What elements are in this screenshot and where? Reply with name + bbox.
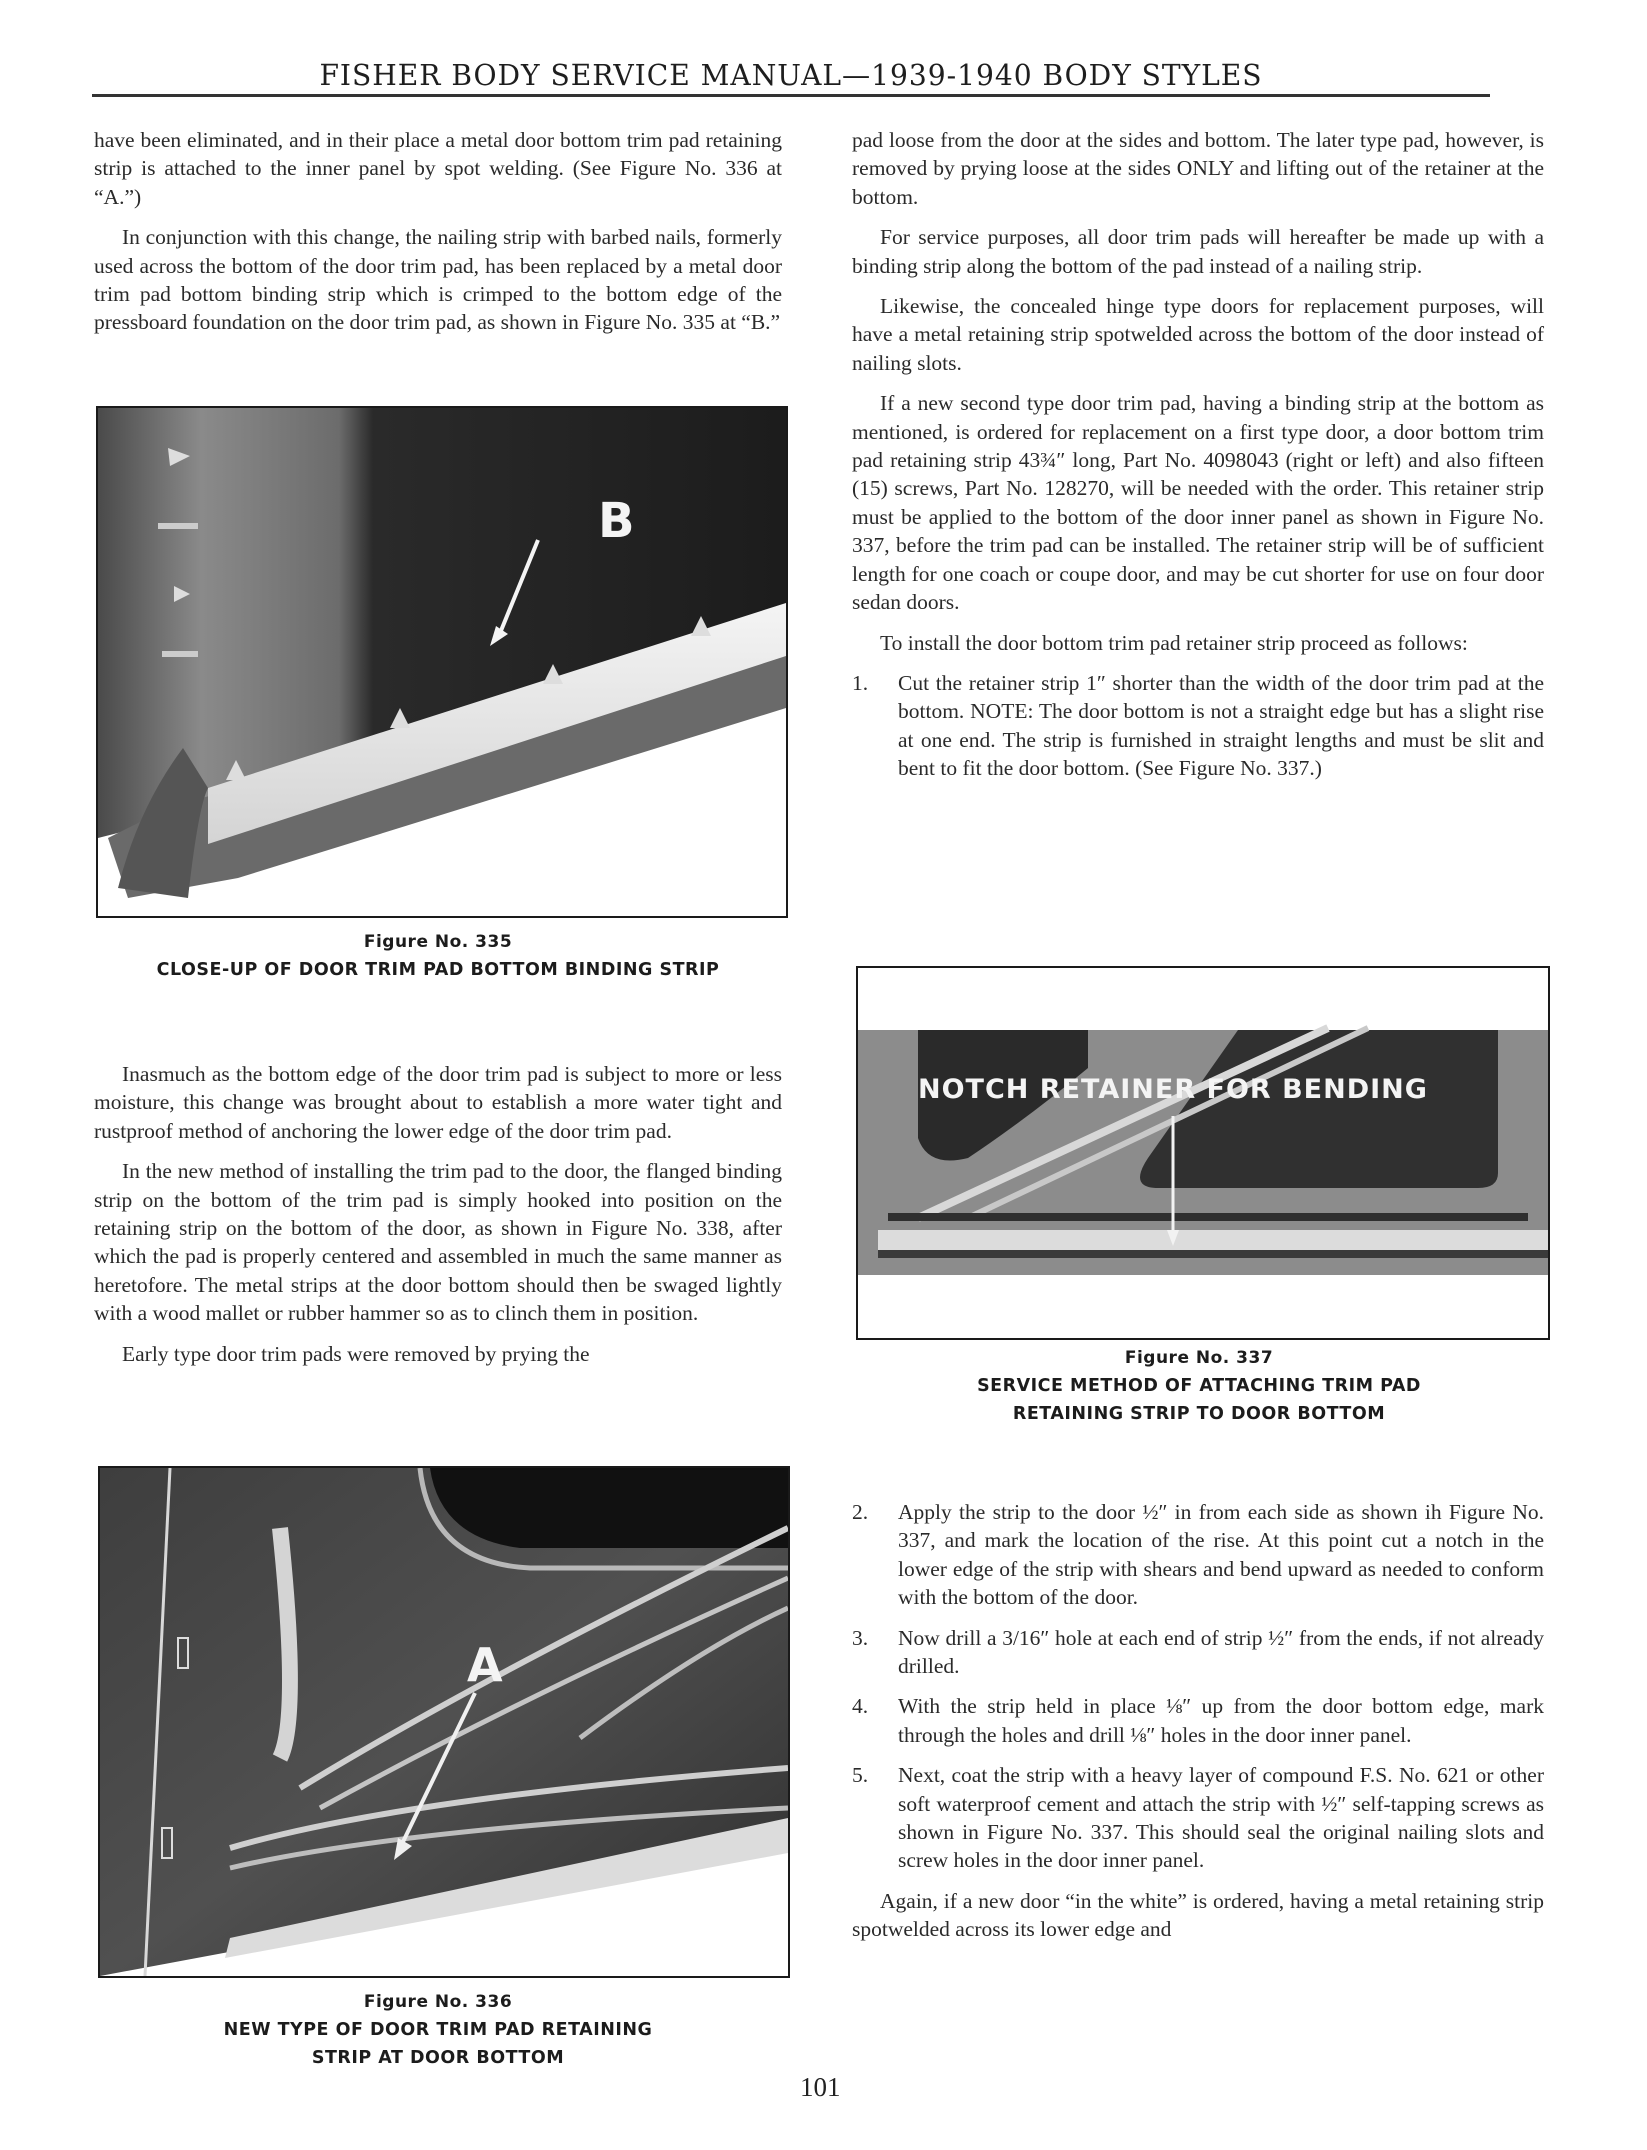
- step-item: [852, 669, 1544, 783]
- figure-title: STRIP AT DOOR BOTTOM: [311, 2048, 565, 2068]
- right-column-top-text: [852, 126, 1544, 795]
- callout-label-b: B: [598, 493, 635, 549]
- figure-337-caption: [852, 1344, 1546, 1428]
- paragraph: Likewise, the concealed hinge type doors for replacement purposes, will have a metal retaining strip spotwelded across the bottom of the door instead of nailing slots.: [852, 294, 1544, 375]
- paragraph: Again, if a new door “in the white” is ordered, having a metal retaining strip spotwelded across its lower edge and: [852, 1888, 1544, 1942]
- paragraph: have been eliminated, and in their place a metal door bottom trim pad retaining strip is attached to the inner panel by spot welding. (See Figure No. 336 at “A.”): [94, 128, 782, 209]
- callout-label-notch-retainer: NOTCH RETAINER FOR BENDING: [918, 1074, 1428, 1105]
- figure-title: RETAINING STRIP TO DOOR BOTTOM: [1012, 1404, 1386, 1424]
- callout-label-a: A: [467, 1638, 503, 1692]
- step-number: 2.: [852, 1500, 869, 1524]
- step-item: [852, 1692, 1544, 1749]
- step-number: 1.: [852, 670, 869, 695]
- paragraph: Inasmuch as the bottom edge of the door trim pad is subject to more or less moisture, this change was brought about to establish a more water tight and rustproof method of anchoring the lower edge of the door trim pad.: [94, 1062, 782, 1143]
- paragraph: In conjunction with this change, the nailing strip with barbed nails, formerly used across the bottom of the door trim pad, has been replaced by a metal door trim pad bottom binding strip which is crimped to the bottom edge of the pressboard foundation on the door trim pad, as shown in Figure No. 335 at “B.”: [94, 225, 782, 335]
- left-column-middle-text: [94, 1060, 782, 1380]
- paragraph: To install the door bottom trim pad retainer strip proceed as follows:: [880, 630, 1468, 655]
- figure-title: NEW TYPE OF DOOR TRIM PAD RETAINING: [223, 2020, 653, 2040]
- figure-336-photo: [98, 1466, 790, 1978]
- figure-number: Figure No. 336: [363, 1992, 513, 2012]
- figure-title: SERVICE METHOD OF ATTACHING TRIM PAD: [977, 1376, 1421, 1396]
- figure-337-photo: [856, 966, 1550, 1340]
- instruction-steps-continued: [852, 1498, 1544, 1875]
- door-inner-panel-image: [858, 968, 1548, 1338]
- paragraph: For service purposes, all door trim pads will hereafter be made up with a binding strip along the bottom of the pad instead of a nailing strip.: [852, 225, 1544, 278]
- instruction-steps: [852, 669, 1544, 783]
- step-text: Apply the strip to the door ½″ in from each side as shown ih Figure No. 337, and mark the location of the rise. At this point cut a notch in the lower edge of the strip with shears and bend upward as needed to conform with the bottom of the door.: [898, 1500, 1544, 1610]
- figure-335-photo: [96, 406, 788, 918]
- door-trim-pad-closeup-image: [98, 408, 786, 916]
- figure-336-caption: [94, 1988, 782, 2072]
- step-number: 3.: [852, 1625, 869, 1650]
- figure-title: CLOSE-UP OF DOOR TRIM PAD BOTTOM BINDING STRIP: [156, 960, 720, 980]
- page-number: 101: [800, 2072, 841, 2102]
- left-column-top-text: [94, 126, 782, 349]
- figure-335-caption: [94, 928, 782, 984]
- step-item: [852, 1498, 1544, 1612]
- figure-number: Figure No. 337: [1124, 1348, 1274, 1368]
- step-text: With the strip held in place ⅛″ up from the door bottom edge, mark through the holes and drill ⅛″ holes in the door inner panel.: [898, 1694, 1544, 1747]
- step-item: [852, 1624, 1544, 1681]
- header-rule: [92, 94, 1490, 97]
- step-item: [852, 1761, 1544, 1875]
- step-text: Now drill a 3/16″ hole at each end of strip ½″ from the ends, if not already drilled.: [898, 1625, 1544, 1679]
- step-text: Next, coat the strip with a heavy layer of compound F.S. No. 621 or other soft waterproof cement and attach the strip with ½″ self-tapping screws as shown in Figure No. 337. This should seal the original nailing slots and screw holes in the door inner panel.: [898, 1763, 1544, 1873]
- door-bottom-retaining-strip-image: [100, 1468, 788, 1976]
- paragraph: Early type door trim pads were removed by prying the: [122, 1341, 590, 1366]
- paragraph: In the new method of installing the trim pad to the door, the flanged binding strip on the bottom of the trim pad is simply hooked into position on the retaining strip on the bottom of the door, as shown in Figure No. 338, after which the pad is properly centered and assembled in much the same manner as heretofore. The metal strips at the door bottom should then be swaged lightly with a wood mallet or rubber hammer so as to clinch them in position.: [94, 1159, 782, 1326]
- step-text: Cut the retainer strip 1″ shorter than the width of the door trim pad at the bottom. NOTE: The door bottom is not a straight edge but has a slight rise at one end. The strip is furnished in straight lengths and must be slit and bent to fit the door bottom. (See Figure No. 337.): [898, 670, 1544, 781]
- running-header: FISHER BODY SERVICE MANUAL—1939-1940 BODY STYLES: [319, 58, 1263, 92]
- right-column-bottom-text: [852, 1498, 1544, 1956]
- step-number: 5.: [852, 1763, 869, 1788]
- step-number: 4.: [852, 1694, 869, 1719]
- paragraph: If a new second type door trim pad, having a binding strip at the bottom as mentioned, is ordered for replacement on a first type door, a door bottom trim pad retaining strip 43¾″ long, Part No. 4098043 (right or left) and also fifteen (15) screws, Part No. 128270, will be needed with the order. This retainer strip must be applied to the bottom of the door inner panel as shown in Figure No. 337, before the trim pad can be installed. The retainer strip will be of sufficient length for one coach or coupe door, and may be cut shorter for use on four door sedan doors.: [852, 391, 1544, 615]
- figure-number: Figure No. 335: [363, 932, 513, 952]
- paragraph: pad loose from the door at the sides and bottom. The later type pad, however, is removed by prying loose at the sides ONLY and lifting out of the retainer at the bottom.: [852, 128, 1544, 209]
